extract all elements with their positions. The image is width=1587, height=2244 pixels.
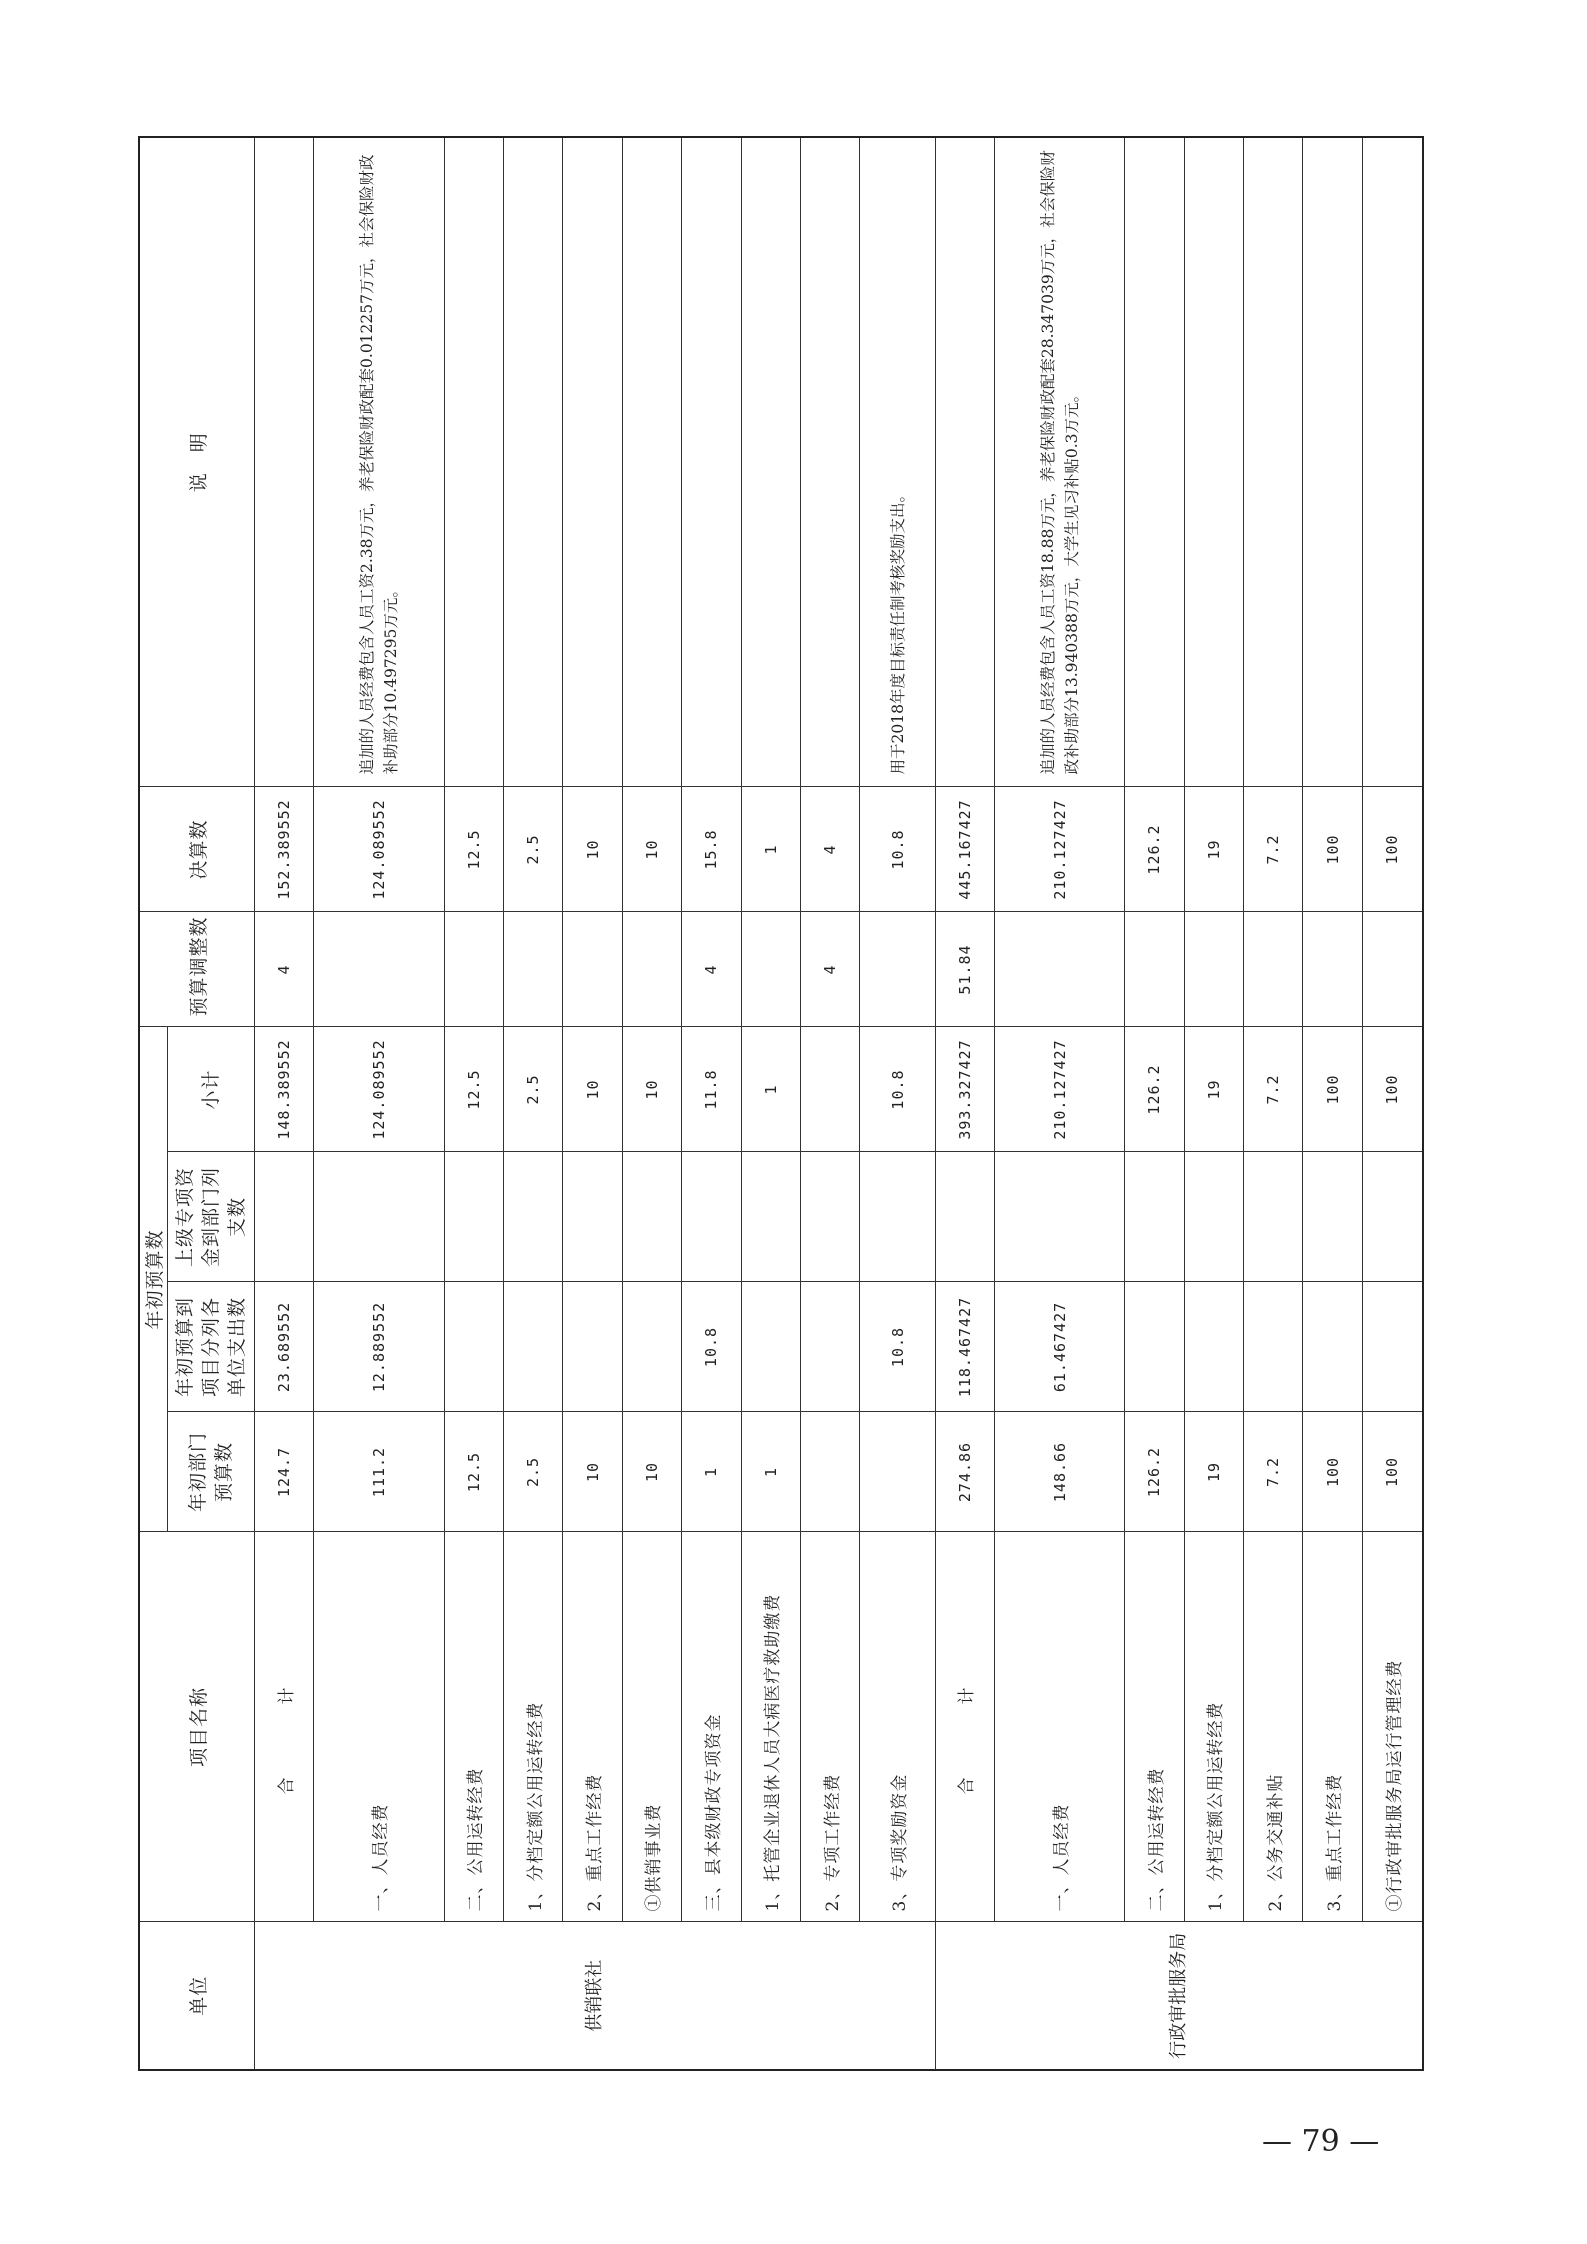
superior-special-cell: [1125, 1152, 1184, 1282]
final-cell: 19: [1184, 787, 1243, 912]
adjustment-cell: 4: [800, 912, 859, 1027]
allocated-cell: [503, 1282, 562, 1412]
note-cell: [800, 137, 859, 787]
adjustment-cell: [860, 912, 935, 1027]
dept-budget-cell: 10: [563, 1412, 622, 1532]
allocated-cell: 12.889552: [314, 1282, 444, 1412]
final-cell: 10.8: [860, 787, 935, 912]
project-name-cell: 二、公用运转经费: [1125, 1532, 1184, 1922]
final-cell: 100: [1362, 787, 1423, 912]
final-cell: 445.167427: [935, 787, 994, 912]
allocated-cell: 61.467427: [995, 1282, 1125, 1412]
superior-special-cell: [860, 1152, 935, 1282]
superior-special-cell: [563, 1152, 622, 1282]
dept-budget-cell: 124.7: [255, 1412, 314, 1532]
project-name-cell: 2、专项工作经费: [800, 1532, 859, 1922]
subtotal-cell: 124.089552: [314, 1027, 444, 1152]
adjustment-cell: [1125, 912, 1184, 1027]
adjustment-cell: 4: [682, 912, 741, 1027]
note-cell: [444, 137, 503, 787]
subtotal-cell: 126.2: [1125, 1027, 1184, 1152]
superior-special-cell: [935, 1152, 994, 1282]
dept-budget-cell: 148.66: [995, 1412, 1125, 1532]
note-cell: 用于2018年度目标责任制考核奖励支出。: [860, 137, 935, 787]
final-cell: 2.5: [503, 787, 562, 912]
project-name-cell: 3、专项奖励资金: [860, 1532, 935, 1922]
subtotal-cell: 10.8: [860, 1027, 935, 1152]
dept-budget-cell: 19: [1184, 1412, 1243, 1532]
table-row: [563, 137, 622, 2070]
table-row: [1244, 137, 1303, 2070]
dept-budget-cell: 111.2: [314, 1412, 444, 1532]
header-allocated: 年初预算到项目分列各单位支出数: [168, 1282, 255, 1412]
note-cell: [682, 137, 741, 787]
project-name-cell: 合 计: [255, 1532, 314, 1922]
dept-budget-cell: 1: [741, 1412, 800, 1532]
superior-special-cell: [995, 1152, 1125, 1282]
table-row: [622, 137, 681, 2070]
allocated-cell: [444, 1282, 503, 1412]
project-name-cell: ①行政审批服务局运行管理经费: [1362, 1532, 1423, 1922]
subtotal-cell: 1: [741, 1027, 800, 1152]
allocated-cell: 23.689552: [255, 1282, 314, 1412]
rotated-table-container: [138, 138, 1424, 2071]
superior-special-cell: [1303, 1152, 1362, 1282]
note-cell: 追加的人员经费包含人员工资2.38万元，养老保险财政配套0.012257万元，社会保险财政补助部分10.497295万元。: [314, 137, 444, 787]
superior-special-cell: [314, 1152, 444, 1282]
table-row: [503, 137, 562, 2070]
table-row: [741, 137, 800, 2070]
header-superior-special: 上级专项资金到部门列支数: [168, 1152, 255, 1282]
final-cell: 126.2: [1125, 787, 1184, 912]
project-name-cell: 一、人员经费: [314, 1532, 444, 1922]
adjustment-cell: [563, 912, 622, 1027]
unit-cell: 行政审批服务局: [935, 1922, 1423, 2070]
allocated-cell: [622, 1282, 681, 1412]
allocated-cell: [1244, 1282, 1303, 1412]
final-cell: 210.127427: [995, 787, 1125, 912]
project-name-cell: 二、公用运转经费: [444, 1532, 503, 1922]
note-cell: [741, 137, 800, 787]
dept-budget-cell: [800, 1412, 859, 1532]
final-cell: 124.089552: [314, 787, 444, 912]
table-row: [995, 137, 1125, 2070]
header-unit: 单位: [139, 1922, 255, 2070]
final-cell: 15.8: [682, 787, 741, 912]
superior-special-cell: [1184, 1152, 1243, 1282]
table-row: [1303, 137, 1362, 2070]
superior-special-cell: [503, 1152, 562, 1282]
allocated-cell: [1362, 1282, 1423, 1412]
final-cell: 1: [741, 787, 800, 912]
table-row: [1125, 137, 1184, 2070]
project-name-cell: 三、县本级财政专项资金: [682, 1532, 741, 1922]
note-cell: [935, 137, 994, 787]
adjustment-cell: [741, 912, 800, 1027]
dept-budget-cell: 2.5: [503, 1412, 562, 1532]
final-cell: 4: [800, 787, 859, 912]
subtotal-cell: 19: [1184, 1027, 1243, 1152]
page-number: — 79 —: [1262, 2124, 1380, 2159]
superior-special-cell: [622, 1152, 681, 1282]
superior-special-cell: [255, 1152, 314, 1282]
unit-cell: 供销联社: [255, 1922, 936, 2070]
allocated-cell: [741, 1282, 800, 1412]
dept-budget-cell: 10: [622, 1412, 681, 1532]
adjustment-cell: 51.84: [935, 912, 994, 1027]
subtotal-cell: 148.389552: [255, 1027, 314, 1152]
project-name-cell: 一、人员经费: [995, 1532, 1125, 1922]
dept-budget-cell: 1: [682, 1412, 741, 1532]
table-row: [444, 137, 503, 2070]
note-cell: [255, 137, 314, 787]
final-cell: 10: [563, 787, 622, 912]
note-cell: [1303, 137, 1362, 787]
adjustment-cell: [1303, 912, 1362, 1027]
note-cell: [1362, 137, 1423, 787]
note-cell: [1184, 137, 1243, 787]
allocated-cell: 10.8: [860, 1282, 935, 1412]
table-row: [800, 137, 859, 2070]
note-cell: [1125, 137, 1184, 787]
adjustment-cell: [1244, 912, 1303, 1027]
dept-budget-cell: 7.2: [1244, 1412, 1303, 1532]
adjustment-cell: [995, 912, 1125, 1027]
subtotal-cell: 12.5: [444, 1027, 503, 1152]
final-cell: 7.2: [1244, 787, 1303, 912]
allocated-cell: 10.8: [682, 1282, 741, 1412]
subtotal-cell: 11.8: [682, 1027, 741, 1152]
note-cell: 追加的人员经费包含人员工资18.88万元，养老保险财政配套28.347039万元，社会保险财政补助部分13.940388万元，大学生见习补贴0.3万元。: [995, 137, 1125, 787]
table-body: [255, 137, 1424, 2070]
subtotal-cell: 10: [563, 1027, 622, 1152]
note-cell: [1244, 137, 1303, 787]
note-cell: [503, 137, 562, 787]
superior-special-cell: [741, 1152, 800, 1282]
adjustment-cell: [1362, 912, 1423, 1027]
header-adjustment: 预算调整数: [139, 912, 255, 1027]
project-name-cell: 2、重点工作经费: [563, 1532, 622, 1922]
adjustment-cell: [314, 912, 444, 1027]
dept-budget-cell: 126.2: [1125, 1412, 1184, 1532]
subtotal-cell: 10: [622, 1027, 681, 1152]
superior-special-cell: [682, 1152, 741, 1282]
superior-special-cell: [1362, 1152, 1423, 1282]
dept-budget-cell: 100: [1303, 1412, 1362, 1532]
adjustment-cell: [1184, 912, 1243, 1027]
subtotal-cell: 7.2: [1244, 1027, 1303, 1152]
project-name-cell: 3、重点工作经费: [1303, 1532, 1362, 1922]
allocated-cell: [1125, 1282, 1184, 1412]
header-final: 决算数: [139, 787, 255, 912]
project-name-cell: 合 计: [935, 1532, 994, 1922]
allocated-cell: [800, 1282, 859, 1412]
project-name-cell: 1、托管企业退休人员大病医疗救助缴费: [741, 1532, 800, 1922]
final-cell: 100: [1303, 787, 1362, 912]
allocated-cell: [1184, 1282, 1243, 1412]
subtotal-cell: 393.327427: [935, 1027, 994, 1152]
header-initial-budget: 年初预算数: [139, 1027, 168, 1532]
dept-budget-cell: 100: [1362, 1412, 1423, 1532]
final-cell: 12.5: [444, 787, 503, 912]
header-subtotal: 小计: [168, 1027, 255, 1152]
table-row: [314, 137, 444, 2070]
project-name-cell: ①供销事业费: [622, 1532, 681, 1922]
subtotal-cell: 210.127427: [995, 1027, 1125, 1152]
subtotal-cell: 100: [1362, 1027, 1423, 1152]
subtotal-cell: 2.5: [503, 1027, 562, 1152]
table-row: [682, 137, 741, 2070]
adjustment-cell: [503, 912, 562, 1027]
superior-special-cell: [800, 1152, 859, 1282]
project-name-cell: 2、公务交通补贴: [1244, 1532, 1303, 1922]
adjustment-cell: [444, 912, 503, 1027]
dept-budget-cell: 274.86: [935, 1412, 994, 1532]
budget-table: [138, 136, 1424, 2071]
final-cell: 10: [622, 787, 681, 912]
table-row: [935, 137, 994, 2070]
header-project-name: 项目名称: [139, 1532, 255, 1922]
dept-budget-cell: [860, 1412, 935, 1532]
table-row: [860, 137, 935, 2070]
dept-budget-cell: 12.5: [444, 1412, 503, 1532]
adjustment-cell: 4: [255, 912, 314, 1027]
header-note: 说 明: [139, 137, 255, 787]
project-name-cell: 1、分档定额公用运转经费: [503, 1532, 562, 1922]
project-name-cell: 1、分档定额公用运转经费: [1184, 1532, 1243, 1922]
allocated-cell: 118.467427: [935, 1282, 994, 1412]
table-row: [255, 137, 314, 2070]
note-cell: [622, 137, 681, 787]
allocated-cell: [563, 1282, 622, 1412]
allocated-cell: [1303, 1282, 1362, 1412]
table-row: [1184, 137, 1243, 2070]
header-row-1: [139, 137, 168, 2070]
adjustment-cell: [622, 912, 681, 1027]
superior-special-cell: [1244, 1152, 1303, 1282]
subtotal-cell: 100: [1303, 1027, 1362, 1152]
subtotal-cell: [800, 1027, 859, 1152]
header-dept-budget: 年初部门预算数: [168, 1412, 255, 1532]
table-row: [1362, 137, 1423, 2070]
final-cell: 152.389552: [255, 787, 314, 912]
note-cell: [563, 137, 622, 787]
superior-special-cell: [444, 1152, 503, 1282]
